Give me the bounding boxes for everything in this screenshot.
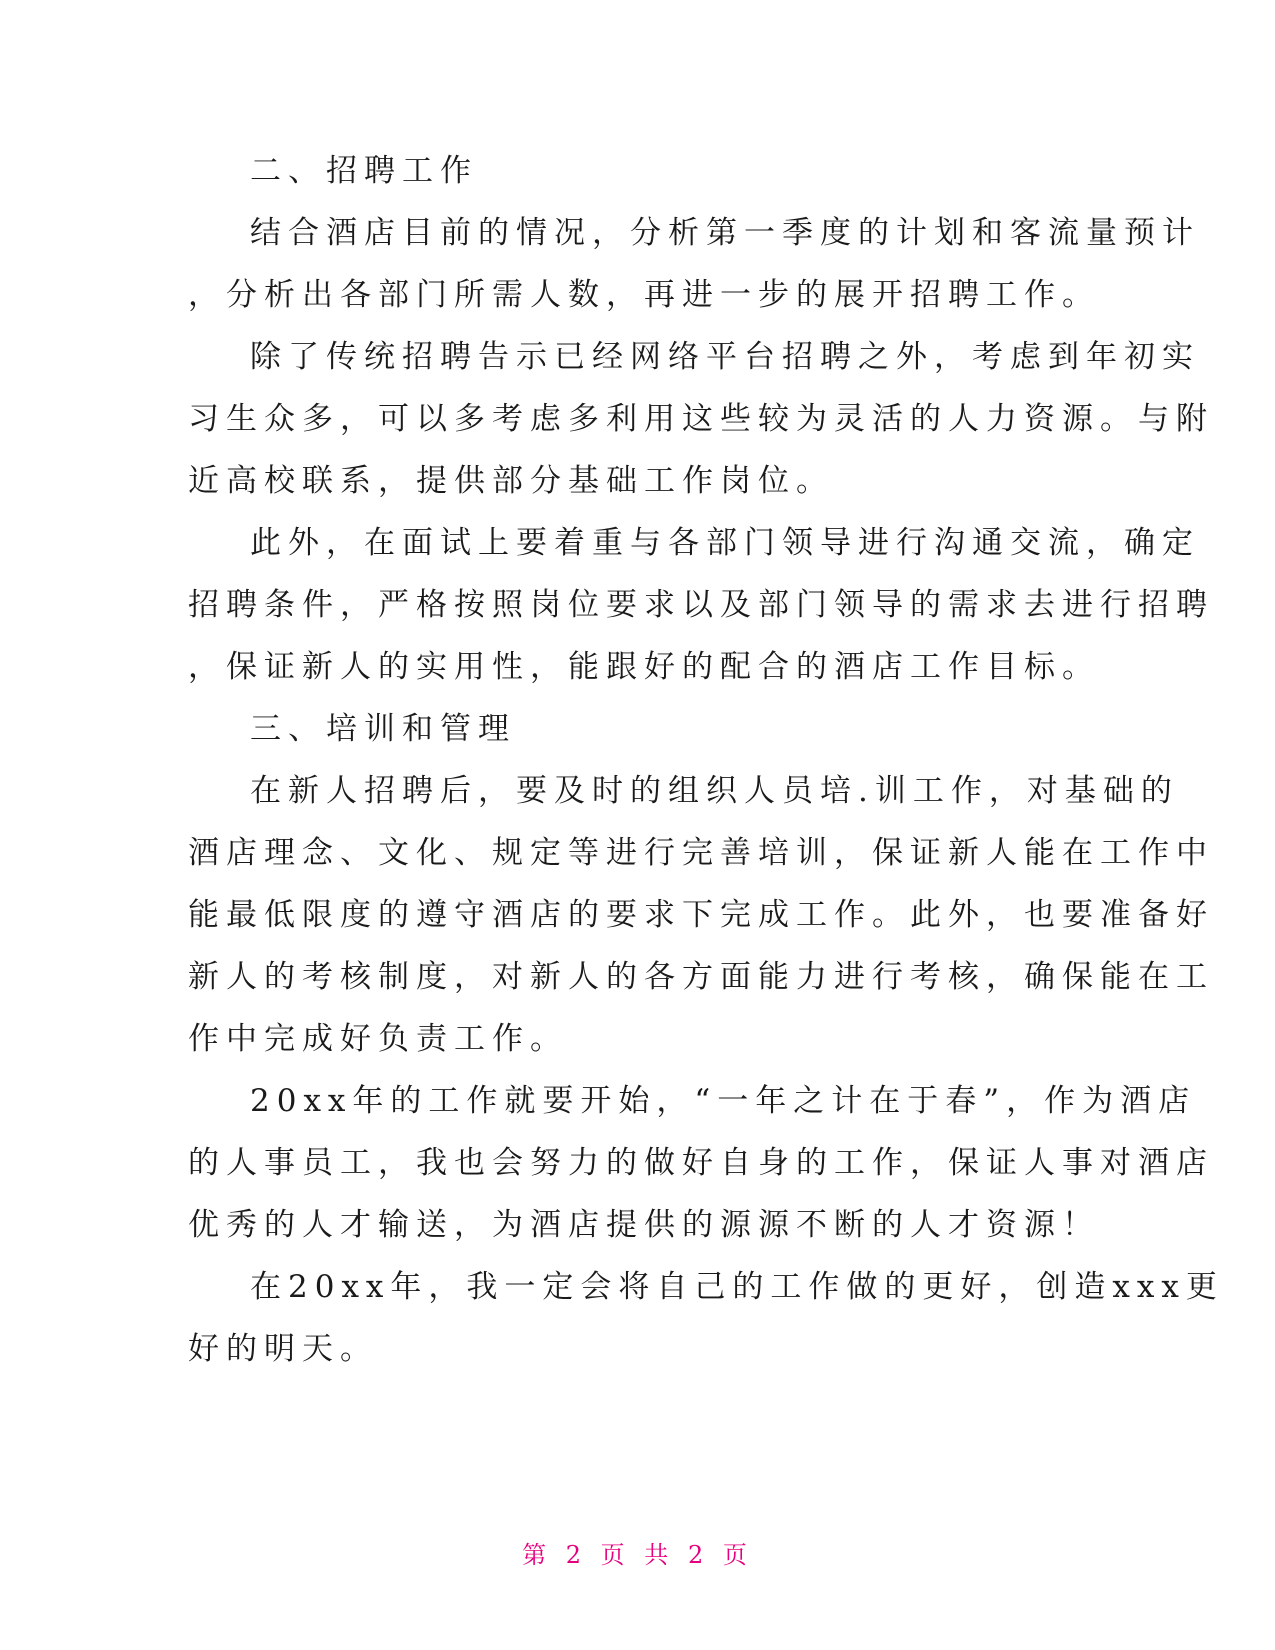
text-line: 三、培训和管理 [250,711,516,747]
text-line: 结合酒店目前的情况，分析第一季度的计划和客流量预计 [250,215,1200,251]
page-number-footer: 第 2 页 共 2 页 [522,1541,753,1569]
section-heading-training [188,698,1088,760]
text-line: 20xx年的工作就要开始，“一年之计在于春”，作为酒店 [250,1083,1197,1119]
text-line: 在新人招聘后，要及时的组织人员培.训工作，对基础的 [250,773,1179,809]
paragraph-recruitment-plan [188,202,1200,326]
document-body [188,140,1224,1380]
paragraph-closing [188,1256,1224,1380]
text-line: 优秀的人才输送，为酒店提供的源源不断的人才资源！ [188,1207,1100,1243]
text-line: 新人的考核制度，对新人的各方面能力进行考核，确保能在工 [188,959,1214,995]
text-line: 招聘条件，严格按照岗位要求以及部门领导的需求去进行招聘 [188,587,1214,623]
text-line: 除了传统招聘告示已经网络平台招聘之外，考虑到年初实 [250,339,1200,375]
text-line: 作中完成好负责工作。 [188,1021,568,1057]
text-line: 习生众多，可以多考虑多利用这些较为灵活的人力资源。与附 [188,401,1214,437]
text-line: 在20xx年，我一定会将自己的工作做的更好，创造xxx更 [250,1269,1224,1305]
text-line: 好的明天。 [188,1331,378,1367]
text-line: 能最低限度的遵守酒店的要求下完成工作。此外，也要准备好 [188,897,1214,933]
text-line: 酒店理念、文化、规定等进行完善培训，保证新人能在工作中 [188,835,1214,871]
paragraph-interview [188,512,1214,698]
paragraph-recruitment-channels [188,326,1214,512]
section-heading-recruitment [188,140,1088,202]
paragraph-new-year [188,1070,1214,1256]
text-line: 此外，在面试上要着重与各部门领导进行沟通交流，确定 [250,525,1200,561]
text-line: 二、招聘工作 [250,153,478,189]
text-line: ，分析出各部门所需人数，再进一步的展开招聘工作。 [188,277,1100,313]
text-line: 的人事员工，我也会努力的做好自身的工作，保证人事对酒店 [188,1145,1214,1181]
paragraph-training [188,760,1214,1070]
text-line: ，保证新人的实用性，能跟好的配合的酒店工作目标。 [188,649,1100,685]
text-line: 近高校联系，提供部分基础工作岗位。 [188,463,834,499]
